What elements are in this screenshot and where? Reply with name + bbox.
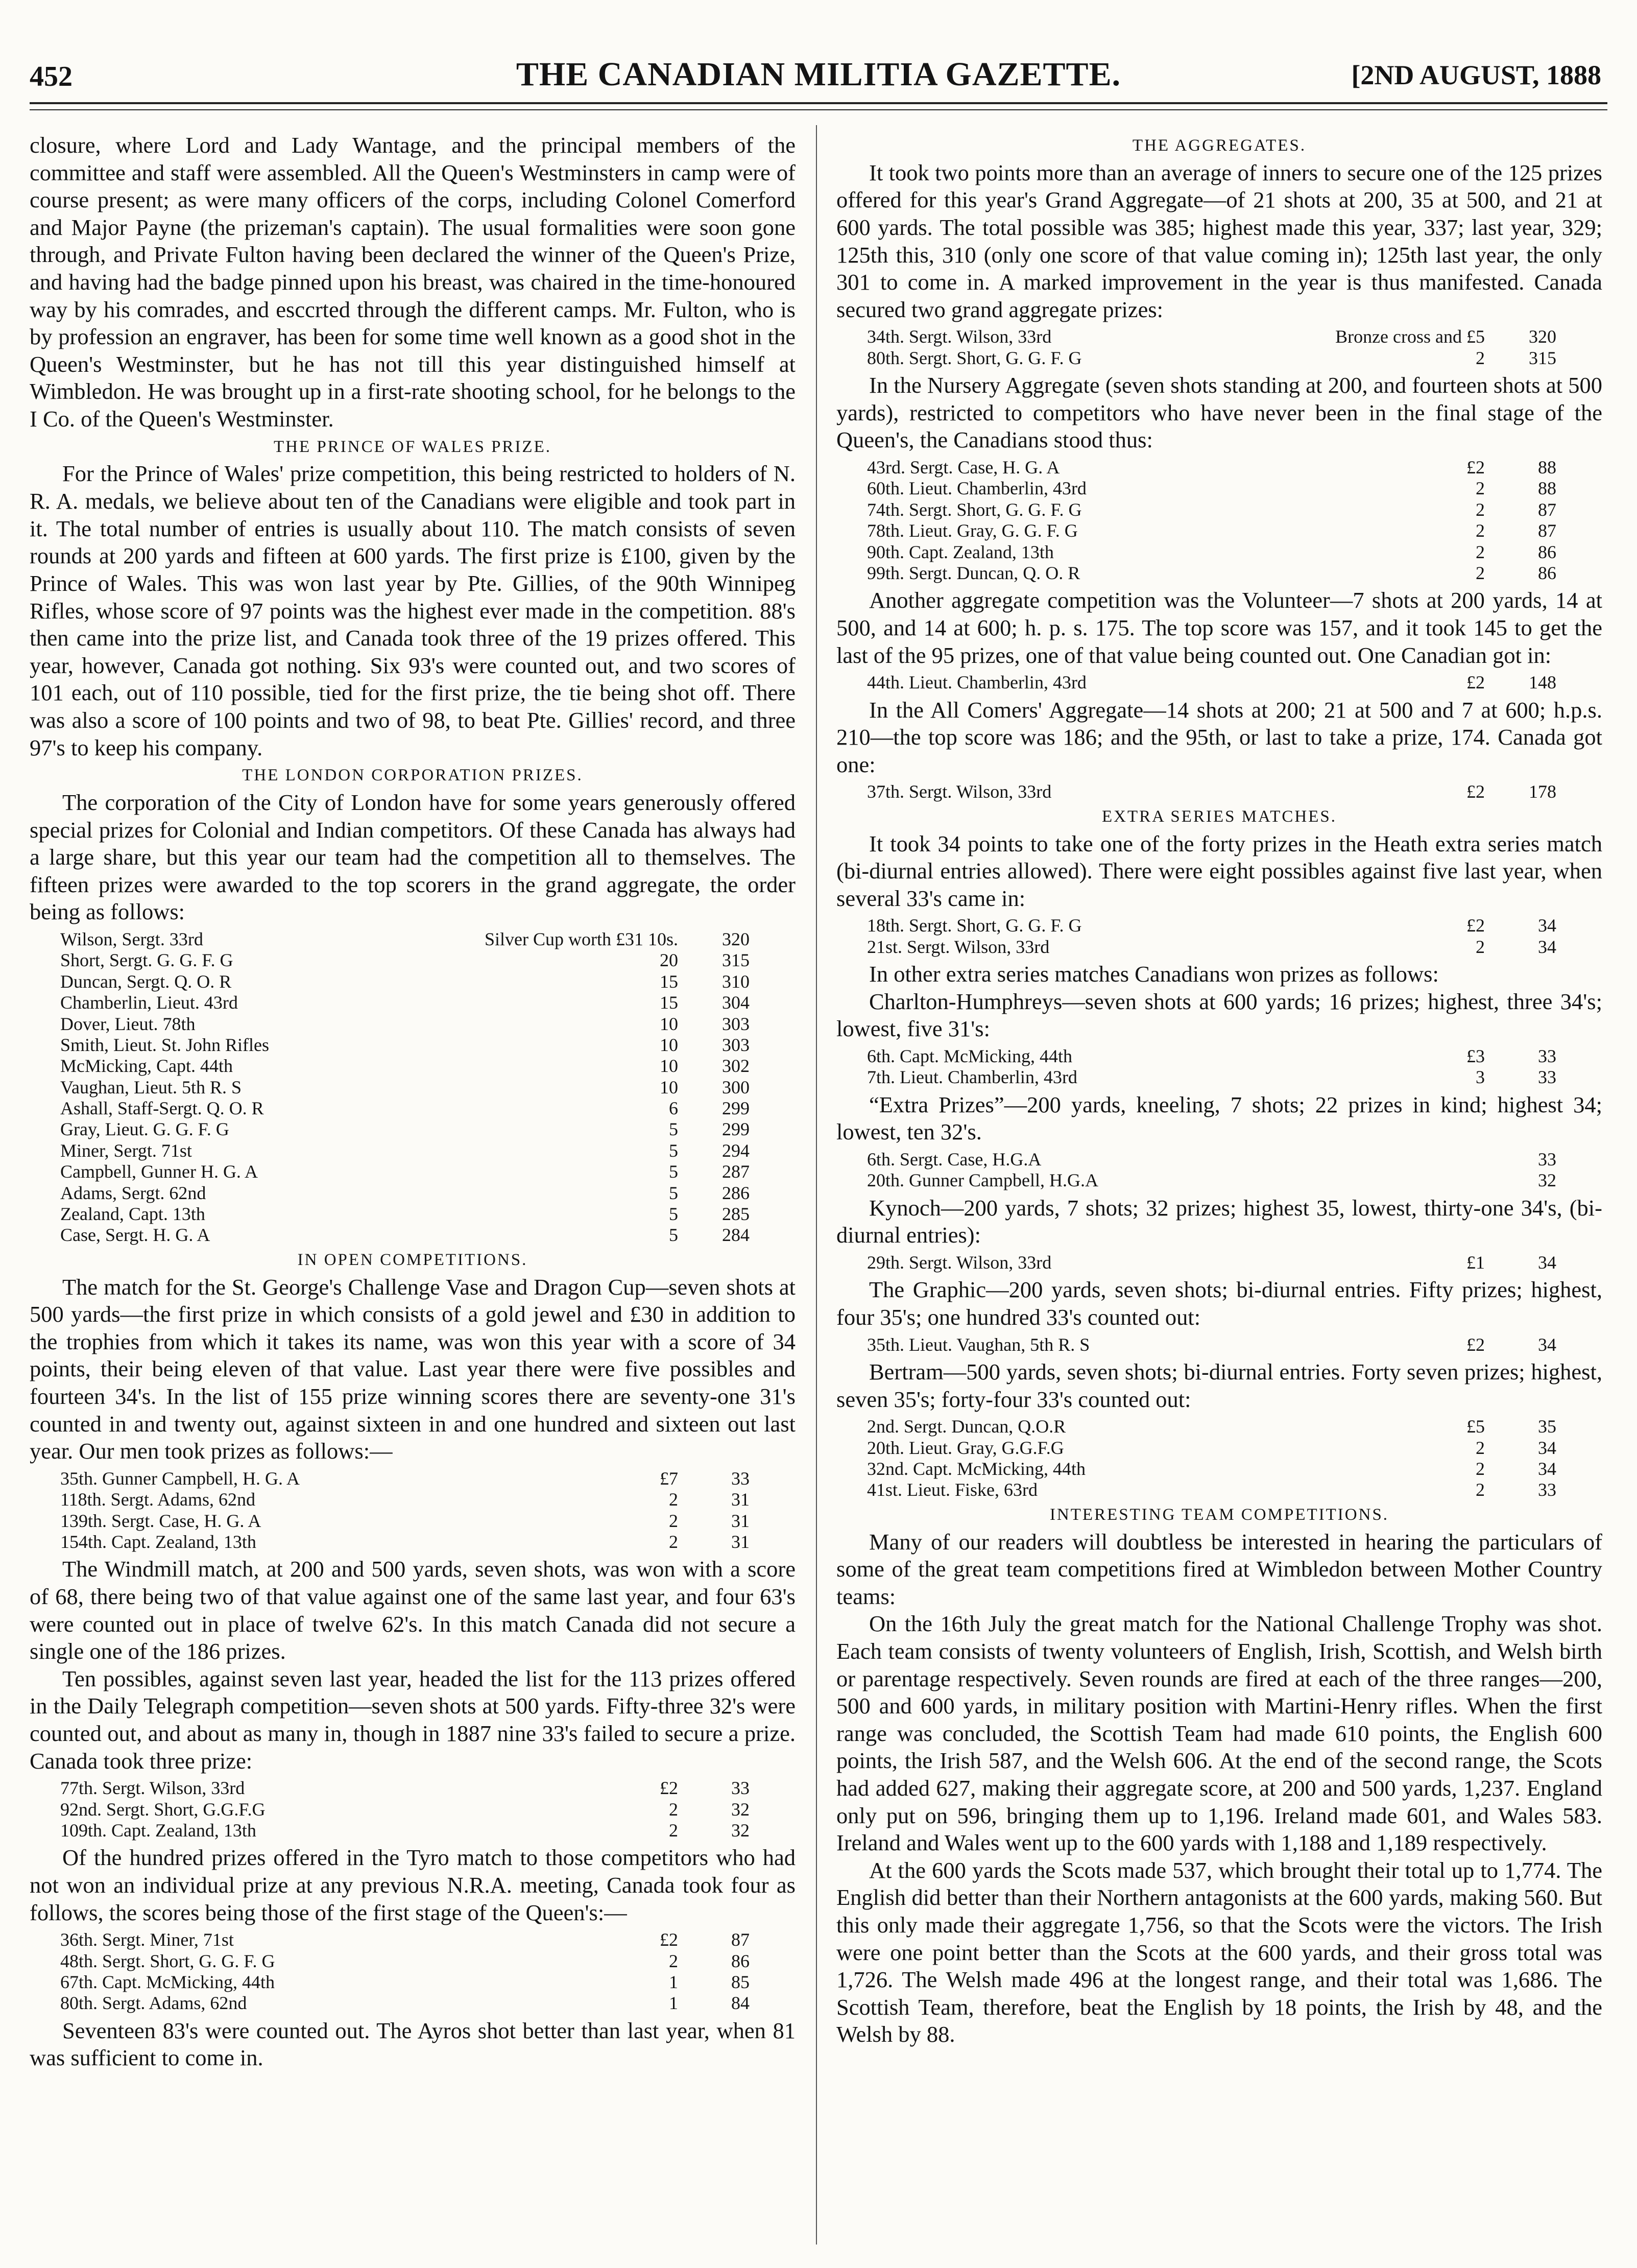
entry-name: 20th. Gunner Campbell, H.G.A — [867, 1170, 1098, 1191]
table-row — [30, 1077, 796, 1098]
entry-name: 74th. Sergt. Short, G. G. F. G — [867, 499, 1082, 520]
entry-score: 88 — [1538, 457, 1556, 478]
column-divider — [816, 125, 817, 2245]
paragraph: Many of our readers will doubtless be interested in hearing the particulars of some of the great team competitions fired at Wimbledon between Mother Country teams: — [836, 1529, 1602, 1609]
left-column — [30, 132, 796, 2072]
entry-name: 2nd. Sergt. Duncan, Q.O.R — [867, 1416, 1066, 1437]
prize-table — [30, 1468, 796, 1553]
entry-name: 34th. Sergt. Wilson, 33rd — [867, 326, 1052, 347]
entry-prize: 5 — [669, 1119, 678, 1140]
entry-name: 21st. Sergt. Wilson, 33rd — [867, 936, 1050, 957]
entry-score: 320 — [722, 928, 750, 949]
entry-prize: 2 — [1476, 520, 1485, 541]
entry-score: 178 — [1529, 781, 1556, 802]
entry-name: 29th. Sergt. Wilson, 33rd — [867, 1252, 1052, 1273]
table-row — [30, 950, 796, 971]
entry-score: 35 — [1538, 1416, 1556, 1437]
entry-name: 41st. Lieut. Fiske, 63rd — [867, 1479, 1038, 1500]
table-row — [836, 1459, 1602, 1479]
entry-score: 300 — [722, 1077, 750, 1097]
table-row — [30, 1993, 796, 2014]
entry-name: 32nd. Capt. McMicking, 44th — [867, 1458, 1086, 1479]
prize-table — [836, 457, 1602, 584]
entry-prize: 2 — [1476, 541, 1485, 562]
prize-table — [836, 1334, 1602, 1355]
table-row — [836, 326, 1602, 347]
entry-name: 43rd. Sergt. Case, H. G. A — [867, 457, 1060, 478]
entry-name: Campbell, Gunner H. G. A — [60, 1161, 258, 1182]
header-rule — [30, 102, 1607, 104]
table-row — [836, 1416, 1602, 1437]
table-row — [836, 781, 1602, 802]
paragraph: The corporation of the City of London have for some years generously offered special prizes for Colonial and Indian competitors. Of these Canada has always had a large share, but this year our team had the competition all to themselves. The fifteen prizes were awarded to the top scorers in the grand aggregate, the order being as follows: — [30, 789, 796, 925]
entry-prize: 2 — [669, 1950, 678, 1971]
entry-score: 33 — [1538, 1479, 1556, 1500]
entry-score: 294 — [722, 1140, 750, 1161]
entry-name: 77th. Sergt. Wilson, 33rd — [60, 1778, 245, 1799]
entry-prize: £2 — [1466, 457, 1485, 478]
paragraph: On the 16th July the great match for the National Challenge Trophy was shot. Each team consists of twenty volunteers of English, Irish, Scottish, and Welsh birth or parentage respectively. Seven rounds are fired at each of the three ranges—200, 500 and 600 yards, in military position with Martini-Henry rifles. When the first range was concluded, the Scottish Team had made 610 points, the English 600 points, the Irish 587, and the Welsh 606. At the end of the second range, the Scots had added 627, making their aggregate score, at 200 and 500 yards, 1,237. England only put on 596, bringing them up to 1,196. Ireland made 601, and Wales 583. Ireland and Wales went up to the 600 yards with 1,188 and 1,189 respectively. — [836, 1611, 1602, 1856]
entry-score: 299 — [722, 1119, 750, 1140]
entry-score: 34 — [1538, 1458, 1556, 1479]
paragraph: Seventeen 83's were counted out. The Ayros shot better than last year, when 81 was sufficient to come in. — [30, 2017, 796, 2071]
entry-prize: 10 — [660, 1034, 678, 1055]
entry-prize: 2 — [669, 1489, 678, 1510]
entry-score: 34 — [1538, 936, 1556, 957]
entry-name: 6th. Capt. McMicking, 44th — [867, 1045, 1072, 1066]
entry-prize: 2 — [669, 1510, 678, 1531]
entry-prize: 2 — [1476, 347, 1485, 368]
section-heading: INTERESTING TEAM COMPETITIONS. — [1049, 1505, 1389, 1524]
table-row — [836, 1438, 1602, 1459]
entry-name: Adams, Sergt. 62nd — [60, 1182, 206, 1203]
entry-prize — [1398, 1149, 1485, 1170]
table-row — [836, 348, 1602, 369]
table-row — [836, 520, 1602, 541]
table-row — [30, 1098, 796, 1119]
paragraph: In other extra series matches Canadians won prizes as follows: — [869, 961, 1439, 987]
paragraph: Another aggregate competition was the Volunteer—7 shots at 200 yards, 14 at 500, and 14 at 600; h. p. s. 175. The top score was 157, and it took 145 to get the last of the 95 prizes, one of that value being counted out. One Canadian got in: — [836, 587, 1602, 668]
entry-score: 315 — [722, 950, 750, 971]
table-row — [836, 499, 1602, 520]
entry-name: 80th. Sergt. Adams, 62nd — [60, 1993, 247, 2014]
entry-score: 33 — [731, 1468, 750, 1489]
paragraph: The match for the St. George's Challenge Vase and Dragon Cup—seven shots at 500 yards—the first prize in which consists of a gold jewel and £30 in addition to the trophies from which it takes its name, was won this year with a score of 34 points, their being eleven of that value. Last year there were five possibles and fourteen 34's. In the list of 155 prize winning scores there are seventy-one 31's counted in and twenty out, against sixteen in and one hundred and sixteen out last year. Our men took prizes as follows:— — [30, 1274, 796, 1464]
entry-score: 33 — [1538, 1149, 1556, 1169]
table-row — [30, 929, 796, 950]
entry-prize: 10 — [660, 1056, 678, 1077]
paragraph: It took 34 points to take one of the forty prizes in the Heath extra series match (bi-diurnal entries allowed). There were eight possibles against five last year, when several 33's came in: — [836, 830, 1602, 911]
newspaper-title: THE CANADIAN MILITIA GAZETTE. — [516, 56, 1121, 93]
paragraph: At the 600 yards the Scots made 537, which brought their total up to 1,774. The English did better than their Northern antagonists at the 600 yards, making 560. But this only made their aggregate 1,756, so that the Scots were the victors. The Irish were one point better than the Scots at the 600 yards, and their gross total was 1,726. The Welsh made 496 at the longest range, and their total was 1,686. The Scottish Team, therefore, beat the English by 18 points, the Irish by 48, and the Welsh by 88. — [836, 1857, 1602, 2047]
paragraph: The Windmill match, at 200 and 500 yards, seven shots, was won with a score of 68, there being two of that value against one of the same last year, and four 63's were counted out in place of twelve 62's. In this match Canada did not secure a single one of the 186 prizes. — [30, 1556, 796, 1664]
entry-prize: £7 — [660, 1468, 678, 1489]
section-heading: THE AGGREGATES. — [1132, 136, 1307, 155]
table-row — [30, 1951, 796, 1972]
entry-name: Miner, Sergt. 71st — [60, 1140, 192, 1161]
entry-prize: 5 — [669, 1140, 678, 1161]
entry-prize: 2 — [1476, 1437, 1485, 1458]
entry-name: Chamberlin, Lieut. 43rd — [60, 992, 238, 1013]
table-row — [30, 1929, 796, 1950]
entry-score: 304 — [722, 992, 750, 1013]
paragraph: In the All Comers' Aggregate—14 shots at 200; 21 at 500 and 7 at 600; h.p.s. 210—the top score was 186; and the 95th, or last to take a prize, 174. Canada got one: — [836, 697, 1602, 777]
table-row — [30, 1778, 796, 1799]
prize-table — [30, 929, 796, 1246]
entry-score: 32 — [731, 1820, 750, 1841]
paragraph: Charlton-Humphreys—seven shots at 600 yards; 16 prizes; highest, three 34's; lowest, five 31's: — [836, 988, 1602, 1042]
entry-score: 286 — [722, 1182, 750, 1203]
entry-prize: £2 — [1466, 1334, 1485, 1355]
table-row — [836, 1252, 1602, 1273]
prize-table — [836, 781, 1602, 802]
table-row — [30, 1972, 796, 1993]
page-header — [0, 0, 1637, 125]
table-row — [836, 1067, 1602, 1088]
entry-score: 31 — [731, 1489, 750, 1510]
entry-name: Case, Sergt. H. G. A — [60, 1225, 210, 1246]
entry-score: 315 — [1529, 347, 1556, 368]
entry-score: 31 — [731, 1532, 750, 1552]
entry-name: 90th. Capt. Zealand, 13th — [867, 541, 1054, 562]
paragraph: Ten possibles, against seven last year, headed the list for the 113 prizes offered in the Daily Telegraph competition—seven shots at 500 yards. Fifty-three 32's were counted out, and about as many in, though in 1887 nine 33's failed to secure a prize. Canada took three prize: — [30, 1665, 796, 1774]
entry-score: 88 — [1538, 478, 1556, 499]
table-row — [30, 1204, 796, 1225]
entry-prize: Bronze cross and £5 — [1335, 326, 1485, 347]
entry-score: 84 — [731, 1993, 750, 2014]
entry-prize: £2 — [660, 1929, 678, 1950]
entry-prize: 2 — [669, 1820, 678, 1841]
entry-score: 34 — [1538, 1252, 1556, 1273]
table-row — [836, 915, 1602, 936]
entry-prize: 2 — [1476, 499, 1485, 520]
entry-score: 34 — [1538, 915, 1556, 936]
prize-table — [836, 326, 1602, 369]
entry-name: 60th. Lieut. Chamberlin, 43rd — [867, 478, 1087, 499]
entry-score: 33 — [1538, 1067, 1556, 1088]
entry-prize: 2 — [1476, 478, 1485, 499]
table-row — [30, 1820, 796, 1841]
section-heading: IN OPEN COMPETITIONS. — [297, 1250, 528, 1269]
entry-prize: 5 — [669, 1182, 678, 1203]
section-heading: THE LONDON CORPORATION PRIZES. — [242, 766, 583, 785]
entry-score: 86 — [1538, 562, 1556, 583]
table-row — [836, 563, 1602, 584]
entry-name: 18th. Sergt. Short, G. G. F. G — [867, 915, 1082, 936]
entry-score: 87 — [731, 1929, 750, 1950]
entry-prize: Silver Cup worth £31 10s. — [484, 928, 678, 949]
paragraph: Of the hundred prizes offered in the Tyro match to those competitors who had not won an individual prize at any previous N.R.A. meeting, Canada took four as follows, the scores being those of the first stage of the Queen's:— — [30, 1845, 796, 1925]
paragraph: The Graphic—200 yards, seven shots; bi-diurnal entries. Fifty prizes; highest, four 35's; one hundred 33's counted out: — [836, 1277, 1602, 1330]
entry-name: 118th. Sergt. Adams, 62nd — [60, 1489, 256, 1510]
entry-name: Vaughan, Lieut. 5th R. S — [60, 1077, 242, 1097]
table-row — [30, 1532, 796, 1553]
prize-table — [836, 1416, 1602, 1501]
table-row — [836, 1046, 1602, 1067]
entry-name: 6th. Sergt. Case, H.G.A — [867, 1149, 1042, 1169]
entry-name: 78th. Lieut. Gray, G. G. F. G — [867, 520, 1078, 541]
table-row — [30, 1225, 796, 1246]
paragraph: Kynoch—200 yards, 7 shots; 32 prizes; highest 35, lowest, thirty-one 34's, (bi-diurnal entries): — [836, 1195, 1602, 1248]
entry-name: Wilson, Sergt. 33rd — [60, 928, 203, 949]
table-row — [836, 478, 1602, 499]
entry-prize: 2 — [1476, 562, 1485, 583]
entry-name: 35th. Lieut. Vaughan, 5th R. S — [867, 1334, 1090, 1355]
entry-prize: 2 — [669, 1799, 678, 1820]
table-row — [30, 992, 796, 1013]
entry-name: Short, Sergt. G. G. F. G — [60, 950, 233, 971]
entry-score: 33 — [1538, 1045, 1556, 1066]
entry-prize: 5 — [669, 1204, 678, 1225]
entry-name: 99th. Sergt. Duncan, Q. O. R — [867, 562, 1080, 583]
prize-table — [836, 1046, 1602, 1088]
entry-name: 48th. Sergt. Short, G. G. F. G — [60, 1950, 275, 1971]
entry-score: 32 — [731, 1799, 750, 1820]
entry-score: 285 — [722, 1204, 750, 1225]
entry-name: 37th. Sergt. Wilson, 33rd — [867, 781, 1052, 802]
table-row — [836, 542, 1602, 563]
entry-name: 80th. Sergt. Short, G. G. F. G — [867, 347, 1082, 368]
table-row — [836, 937, 1602, 958]
table-row — [30, 1489, 796, 1510]
entry-name: Duncan, Sergt. Q. O. R — [60, 971, 232, 992]
prize-table — [836, 672, 1602, 693]
entry-name: 35th. Gunner Campbell, H. G. A — [60, 1468, 300, 1489]
table-row — [30, 1183, 796, 1204]
entry-prize: 20 — [660, 950, 678, 971]
table-row — [30, 1799, 796, 1820]
entry-score: 284 — [722, 1225, 750, 1246]
paragraph: Bertram—500 yards, seven shots; bi-diurnal entries. Forty seven prizes; highest, seven 35's; forty-four 33's counted out: — [836, 1358, 1602, 1412]
page-number: 452 — [30, 61, 73, 92]
paragraph: “Extra Prizes”—200 yards, kneeling, 7 shots; 22 prizes in kind; highest 34; lowest, ten 32's. — [836, 1091, 1602, 1145]
entry-name: McMicking, Capt. 44th — [60, 1056, 233, 1077]
entry-prize: 5 — [669, 1161, 678, 1182]
paragraph: closure, where Lord and Lady Wantage, and the principal members of the committee and staff were assembled. All the Queen's Westminsters in camp were of course present; as were many officers of the corps, including Colonel Comerford and Major Payne (the prizeman's captain). The usual formalities were soon gone through, and Private Fulton having been declared the winner of the Queen's Prize, and having had the badge pinned upon his breast, was chaired in the time-honoured way by his comrades, and esccrted through the different camps. Mr. Fulton, who is by profession an engraver, has been for some time well known as a good shot in the Queen's Westminster, but he has not till this year distinguished himself at Wimbledon. He was brought up in a first-rate shooting school, for he belongs to the I Co. of the Queen's Westminster. — [30, 132, 796, 432]
section-heading: EXTRA SERIES MATCHES. — [1102, 807, 1337, 826]
entry-prize: 3 — [1476, 1067, 1485, 1088]
table-row — [30, 1014, 796, 1035]
entry-name: 20th. Lieut. Gray, G.G.F.G — [867, 1437, 1064, 1458]
paragraph: For the Prince of Wales' prize competition, this being restricted to holders of N. R. A. medals, we believe about ten of the Canadians were eligible and took part in it. The total number of entries is usually about 110. The match consists of seven rounds at 200 yards and fifteen at 600 yards. The first prize is £100, given by the Prince of Wales. This was won last year by Pte. Gillies, of the 90th Winnipeg Rifles, whose score of 97 points was the highest ever made in the competition. 88's then came into the prize list, and Canada took three of the 19 prizes offered. This year, however, Canada got nothing. Six 93's were counted out, and two scores of 101 each, out of 110 possible, tied for the first prize, the tie being shot off. There was also a score of 100 points and two of 98, to beat Pte. Gillies' record, and three 97's to keep his company. — [30, 461, 796, 760]
entry-name: 92nd. Sergt. Short, G.G.F.G — [60, 1799, 266, 1820]
table-row — [836, 1334, 1602, 1355]
paragraph: In the Nursery Aggregate (seven shots standing at 200, and fourteen shots at 500 yards), restricted to competitors who have never been in the final stage of the Queen's, the Canadians stood thus: — [836, 372, 1602, 453]
entry-prize: 10 — [660, 1013, 678, 1034]
entry-prize: £1 — [1466, 1252, 1485, 1273]
entry-prize: £5 — [1466, 1416, 1485, 1437]
entry-score: 148 — [1529, 672, 1556, 693]
entry-prize: 2 — [1476, 1479, 1485, 1500]
entry-score: 287 — [722, 1161, 750, 1182]
entry-prize: 2 — [669, 1532, 678, 1552]
entry-prize: 5 — [669, 1225, 678, 1246]
entry-name: 44th. Lieut. Chamberlin, 43rd — [867, 672, 1087, 693]
header-rule-thin — [30, 109, 1607, 110]
entry-score: 32 — [1538, 1170, 1556, 1191]
entry-score: 299 — [722, 1098, 750, 1119]
prize-table — [836, 1149, 1602, 1191]
entry-name: Zealand, Capt. 13th — [60, 1204, 205, 1225]
entry-prize: £2 — [1466, 672, 1485, 693]
prize-table — [836, 915, 1602, 958]
entry-name: 7th. Lieut. Chamberlin, 43rd — [867, 1067, 1077, 1088]
table-row — [836, 457, 1602, 478]
table-row — [30, 1119, 796, 1140]
entry-prize: 15 — [660, 971, 678, 992]
table-row — [30, 1140, 796, 1161]
entry-name: Gray, Lieut. G. G. F. G — [60, 1119, 229, 1140]
entry-prize: 2 — [1476, 936, 1485, 957]
entry-prize: 2 — [1476, 1458, 1485, 1479]
issue-date: [2ND AUGUST, 1888 — [1351, 60, 1601, 90]
table-row — [836, 672, 1602, 693]
entry-score: 303 — [722, 1034, 750, 1055]
table-row — [836, 1170, 1602, 1191]
entry-score: 87 — [1538, 520, 1556, 541]
entry-name: 109th. Capt. Zealand, 13th — [60, 1820, 256, 1841]
entry-name: 67th. Capt. McMicking, 44th — [60, 1972, 275, 1993]
entry-name: 36th. Sergt. Miner, 71st — [60, 1929, 234, 1950]
right-column — [836, 132, 1602, 2048]
entry-score: 34 — [1538, 1334, 1556, 1355]
entry-prize: £3 — [1466, 1045, 1485, 1066]
entry-name: Ashall, Staff-Sergt. Q. O. R — [60, 1098, 264, 1119]
table-row — [836, 1149, 1602, 1170]
entry-score: 320 — [1529, 326, 1556, 347]
entry-name: 154th. Capt. Zealand, 13th — [60, 1532, 256, 1552]
table-row — [30, 971, 796, 992]
entry-prize: 1 — [669, 1972, 678, 1993]
entry-score: 85 — [731, 1972, 750, 1993]
table-row — [30, 1161, 796, 1182]
prize-table — [30, 1778, 796, 1841]
entry-prize: 15 — [660, 992, 678, 1013]
table-row — [30, 1056, 796, 1077]
table-row — [30, 1035, 796, 1056]
entry-score: 34 — [1538, 1437, 1556, 1458]
entry-score: 31 — [731, 1510, 750, 1531]
entry-prize: 6 — [669, 1098, 678, 1119]
entry-name: 139th. Sergt. Case, H. G. A — [60, 1510, 261, 1531]
entry-score: 310 — [722, 971, 750, 992]
entry-prize: £2 — [660, 1778, 678, 1799]
entry-score: 87 — [1538, 499, 1556, 520]
entry-name: Smith, Lieut. St. John Rifles — [60, 1034, 270, 1055]
entry-score: 303 — [722, 1013, 750, 1034]
prize-table — [836, 1252, 1602, 1273]
table-row — [836, 1479, 1602, 1500]
table-row — [30, 1468, 796, 1489]
entry-prize: 10 — [660, 1077, 678, 1097]
prize-table — [30, 1929, 796, 2014]
entry-score: 33 — [731, 1778, 750, 1799]
entry-prize: 1 — [669, 1993, 678, 2014]
entry-score: 86 — [731, 1950, 750, 1971]
entry-prize — [1398, 1170, 1485, 1191]
paragraph: It took two points more than an average of inners to secure one of the 125 prizes offered for this year's Grand Aggregate—of 21 shots at 200, 35 at 500, and 21 at 600 yards. The total possible was 385; highest made this year, 337; last year, 329; 125th this, 310 (only one score of that value coming in); 125th last year, the only 301 to come in. A marked improvement in the year is thus manifested. Canada secured two grand aggregate prizes: — [836, 159, 1602, 322]
section-heading: THE PRINCE OF WALES PRIZE. — [274, 437, 551, 456]
entry-prize: £2 — [1466, 781, 1485, 802]
entry-prize: £2 — [1466, 915, 1485, 936]
entry-name: Dover, Lieut. 78th — [60, 1013, 196, 1034]
entry-score: 86 — [1538, 541, 1556, 562]
entry-score: 302 — [722, 1056, 750, 1077]
table-row — [30, 1511, 796, 1532]
